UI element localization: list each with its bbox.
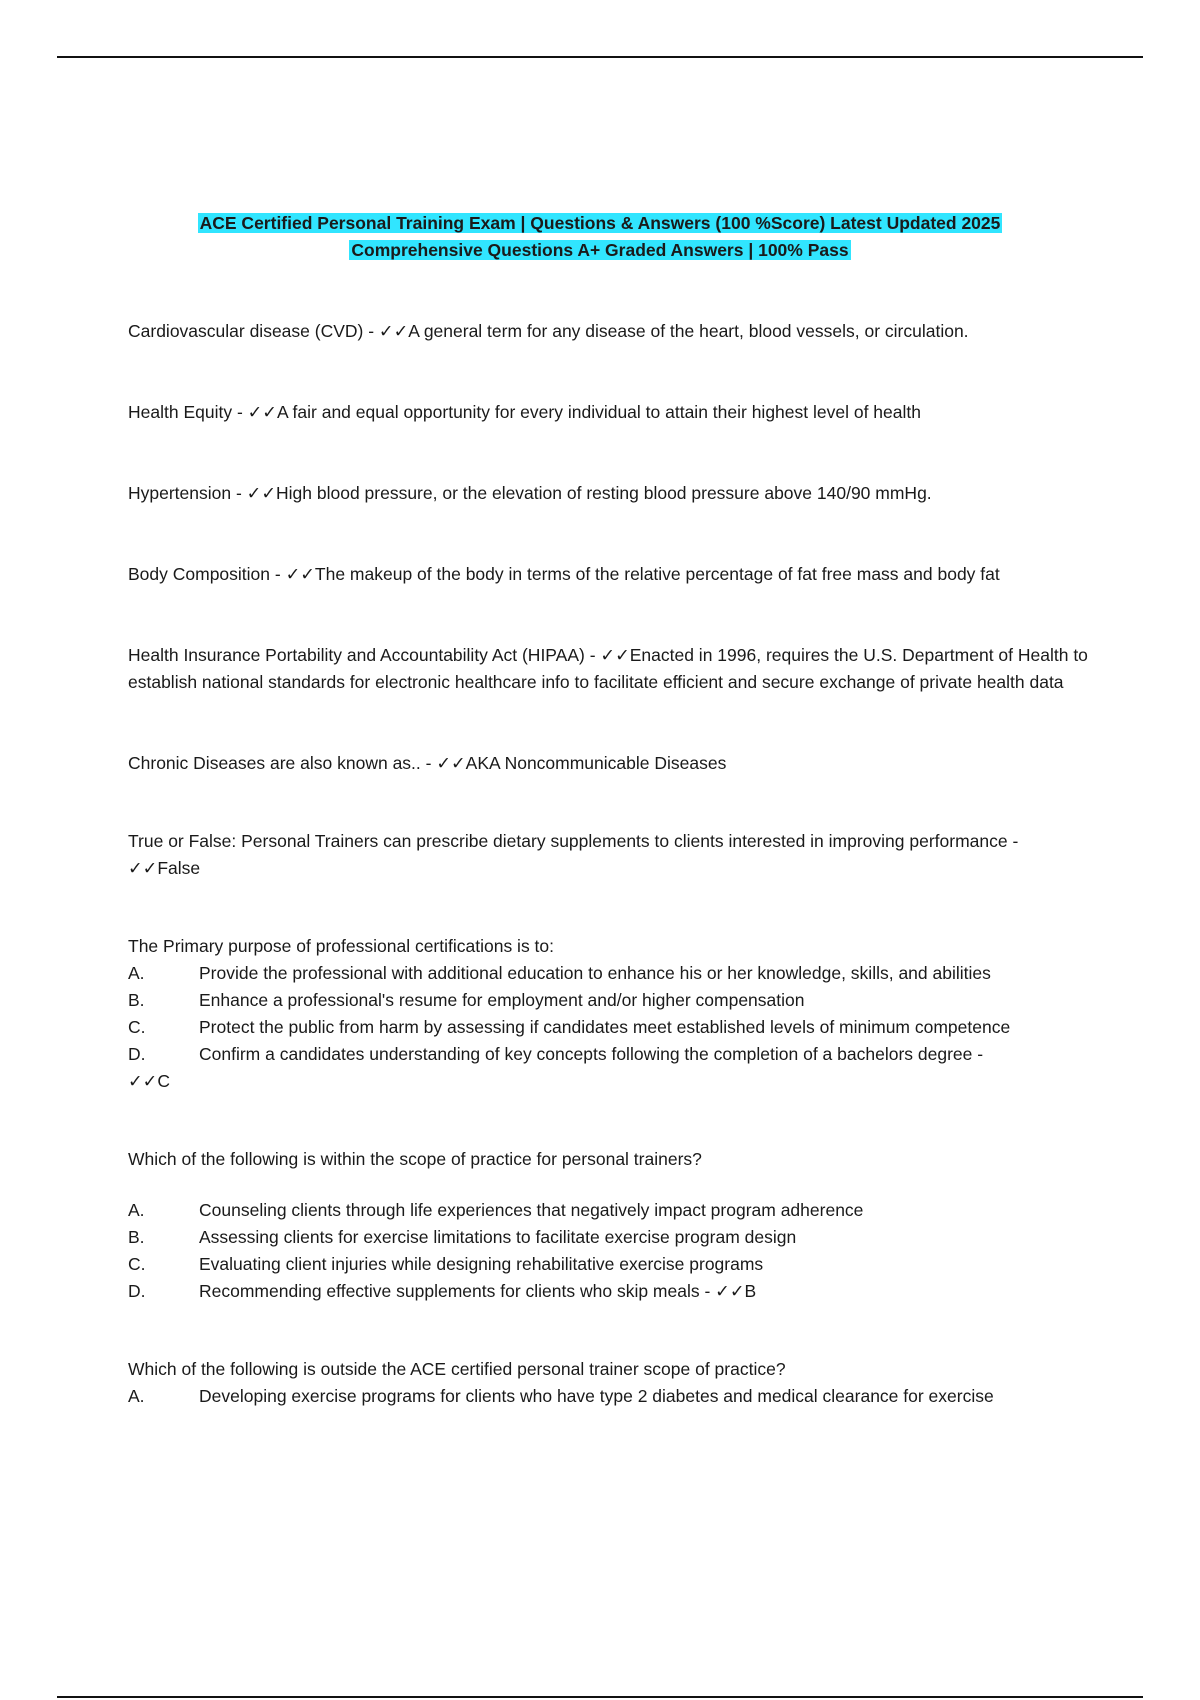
flashcard-entry: Cardiovascular disease (CVD) - ✓✓A general term for any disease of the heart, blood vessels, or circulation. bbox=[128, 321, 969, 341]
question-block bbox=[128, 1146, 1088, 1305]
check-icon: ✓✓ bbox=[600, 645, 630, 665]
answer-option: C. Evaluating client injuries while designing rehabilitative exercise programs bbox=[128, 1254, 764, 1274]
question-text: Which of the following is within the scope of practice for personal trainers? bbox=[128, 1149, 702, 1169]
flashcard-entry: Health Equity - ✓✓A fair and equal opportunity for every individual to attain their highest level of health bbox=[128, 402, 921, 422]
check-icon: ✓✓ bbox=[247, 402, 277, 422]
answer-option: A. Counseling clients through life experiences that negatively impact program adherence bbox=[128, 1200, 864, 1220]
answer-option: A. Developing exercise programs for clients who have type 2 diabetes and medical clearance for exercise bbox=[128, 1386, 994, 1406]
answer-option: D. Confirm a candidates understanding of key concepts following the completion of a bachelors degree - bbox=[128, 1044, 984, 1064]
question-text: The Primary purpose of professional certifications is to: bbox=[128, 936, 555, 956]
check-icon: ✓✓ bbox=[128, 1071, 158, 1091]
check-icon: ✓✓ bbox=[378, 321, 409, 341]
answer-key: ✓✓C bbox=[128, 1071, 170, 1091]
bottom-rule bbox=[57, 1696, 1143, 1698]
check-icon: ✓✓ bbox=[246, 483, 276, 503]
document-body bbox=[128, 318, 1088, 1410]
flashcard-entry: Hypertension - ✓✓High blood pressure, or the elevation of resting blood pressure above 140/90 mmHg. bbox=[128, 483, 932, 503]
answer-option: A. Provide the professional with additional education to enhance his or her knowledge, skills, and abilities bbox=[128, 963, 991, 983]
answer-option: B. Enhance a professional's resume for employment and/or higher compensation bbox=[128, 990, 805, 1010]
flashcard-entry: Health Insurance Portability and Accountability Act (HIPAA) - ✓✓Enacted in 1996, requires the U.S. Department of Health to establish national standards for electronic healthcare info to facilitate efficient and secure exchange of private health data bbox=[128, 645, 1088, 692]
answer-option: C. Protect the public from harm by assessing if candidates meet established levels of minimum competence bbox=[128, 1017, 1011, 1037]
title-line-2: Comprehensive Questions A+ Graded Answers | 100% Pass bbox=[351, 240, 849, 260]
top-rule bbox=[57, 56, 1143, 58]
flashcard-entry: True or False: Personal Trainers can prescribe dietary supplements to clients interested in improving performance - ✓✓False bbox=[128, 831, 1019, 878]
check-icon: ✓✓ bbox=[715, 1281, 745, 1301]
check-icon: ✓✓ bbox=[128, 858, 158, 878]
question-block bbox=[128, 933, 1088, 1095]
answer-option: B. Assessing clients for exercise limitations to facilitate exercise program design bbox=[128, 1227, 797, 1247]
title-line-1: ACE Certified Personal Training Exam | Questions & Answers (100 %Score) Latest Updated 2025 bbox=[199, 213, 1001, 233]
answer-key: B bbox=[744, 1281, 757, 1301]
document-title bbox=[0, 210, 1200, 264]
flashcard-entry: Body Composition - ✓✓The makeup of the body in terms of the relative percentage of fat free mass and body fat bbox=[128, 564, 1000, 584]
answer-option: D. Recommending effective supplements for clients who skip meals - ✓✓B bbox=[128, 1281, 757, 1301]
question-block bbox=[128, 1356, 1088, 1410]
flashcard-entry: Chronic Diseases are also known as.. - ✓✓AKA Noncommunicable Diseases bbox=[128, 753, 727, 773]
question-text: Which of the following is outside the ACE certified personal trainer scope of practice? bbox=[128, 1359, 786, 1379]
check-icon: ✓✓ bbox=[436, 753, 466, 773]
check-icon: ✓✓ bbox=[285, 564, 315, 584]
